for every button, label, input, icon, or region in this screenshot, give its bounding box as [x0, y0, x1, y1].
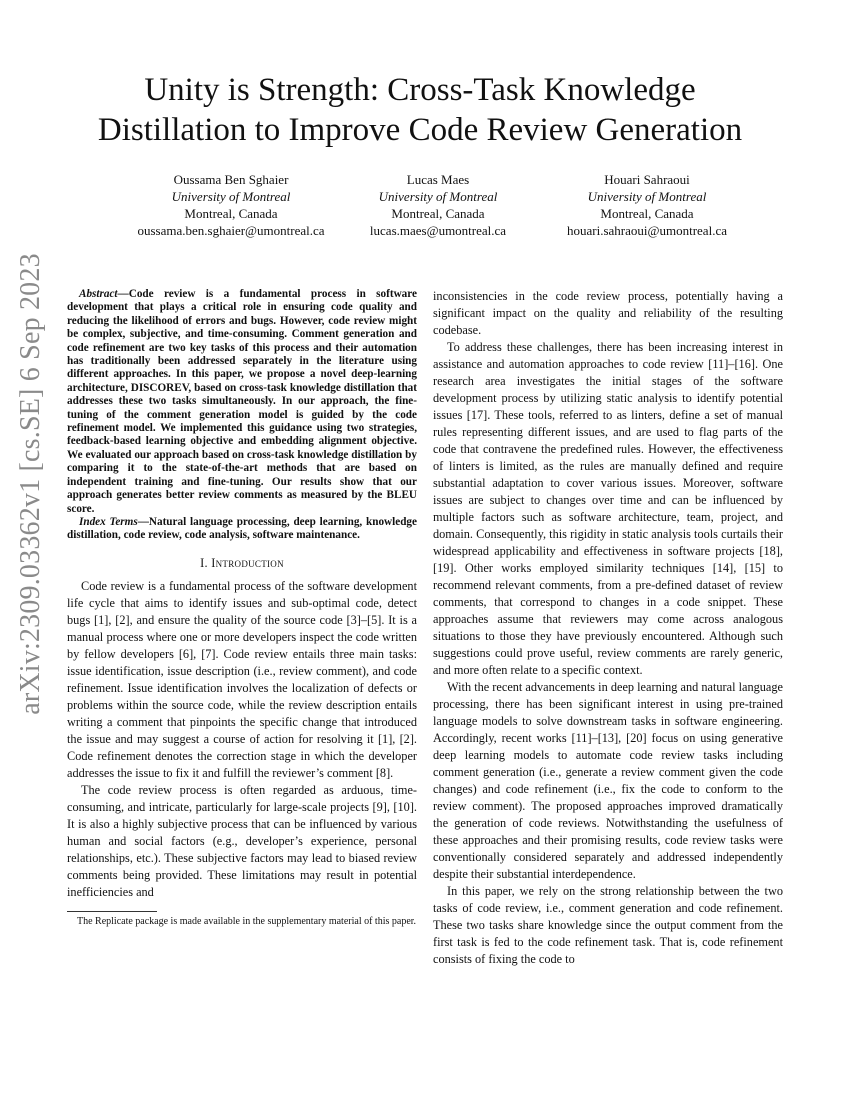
- author-affiliation: University of Montreal: [378, 189, 498, 204]
- footnote: The Replicate package is made available in the supplementary material of this paper.: [77, 915, 417, 927]
- body-paragraph: In this paper, we rely on the strong relationship between the two tasks of code review, i.e., comment generation and code refinement. These two tasks share knowledge since the output comment from the first task is fed to the code refinement task. That is, code refinement consists of fixing the code to: [433, 884, 783, 966]
- author-email: oussama.ben.sghaier@umontreal.ca: [137, 223, 325, 238]
- body-paragraph: With the recent advancements in deep learning and natural language processing, there has been significant interest in using pre-trained language models to solve downstream tasks in software engineering. Accordingly, recent works [11]–[13], [20] focus on using generative deep learning models to automate code review tasks including comment generation (i.e., generate a review comment given the code changes) and code refinement (i.e., fix the code to conform to the review comment). The proposed approaches improved dramatically the generation of code reviews. Notwithstanding the usefulness of these approaches and their promising results, code review tasks were conventionally considered separately and addressed independently despite their substantial interdependence.: [433, 680, 783, 881]
- body-paragraph: Code review is a fundamental process of the software development life cycle that aims to identify issues and sub-optimal code, detect bugs [1], [2], and ensure the quality of the source code [3]–[5]. It is a manual process where one or more developers inspect the code written by fellow developers [6], [7]. Code review entails three main tasks: issue identification, issue description (i.e., review comment), and code refinement. Issue identification involves the localization of defects or problems within the source code, while the review description entails writing a comment that pinpoints the specific change that introduced the issue and may suggest a course of action for resolving it [1], [2]. Code refinement denotes the correction stage in which the developer addresses the issue to fix it and fulfill the reviewer’s comment [8].: [67, 578, 417, 780]
- footnote-divider: [67, 911, 157, 912]
- author-block-2: [318, 171, 558, 239]
- author-email: lucas.maes@umontreal.ca: [369, 223, 507, 238]
- arxiv-identifier-stamp: [6, 253, 56, 715]
- arxiv-identifier: arXiv:2309.03362v1 [cs.SE] 6 Sep 2023: [15, 253, 46, 715]
- body-paragraph: To address these challenges, there has been increasing interest in assistance and automation approaches to code review [11]–[16]. One research area investigates the initial stages of the software development process by utilizing static analysis to identify potential issues [17]. These tools, referred to as linters, define a set of manual rules representing different issues, and are used to flag parts of the code that contravene the predefined rules. However, the effectiveness of linters is limited, as the rules are manually defined and require substantial adaptation to cover various issues. Moreover, software issues are subject to changes over time and can be influenced by multiple factors such as software architecture, team, project, and domain. Consequently, this rigidity in static analysis tools curtails their widespread applicability and effectiveness in software projects [18], [19]. Other works employed similarity techniques [14], [15] to recommend relevant comments, from a pre-defined dataset of review comments, that correspond to changes in a code snippet. These approaches assume that reviewers may come across analogous situations to those they have previously encountered. Although such suggestions could prove useful, review comments are rarely generic, and more often relate to a specific context.: [433, 340, 783, 677]
- body-paragraph: The code review process is often regarded as arduous, time-consuming, and intricate, particularly for large-scale projects [9], [10]. It is also a highly subjective process that can be influenced by various human and social factors (e.g., developer’s experience, personal relationships, etc.). These subjective factors may lead to biased review comments being provided. These limitations may result in potential inefficiencies and: [67, 782, 417, 899]
- author-block-3: [527, 171, 767, 239]
- author-block-1: [111, 171, 351, 239]
- author-location: Montreal, Canada: [184, 206, 278, 221]
- title-line-1: Unity is Strength: Cross-Task Knowledge: [144, 72, 696, 108]
- paper-title: [60, 70, 780, 150]
- right-column: [433, 288, 783, 968]
- abstract-text: —Code review is a fundamental process in software development that plays a critical role in ensuring code quality and reducing the likelihood of errors and bugs. However, code review might be complex, subjective, and time-consuming. Comment generation and code refinement are two key tasks of this process and their automation has traditionally been addressed separately in the literature using different approaches. In this paper, we propose a novel deep-learning architecture, DISCOREV, based on cross-task knowledge distillation that addresses these two tasks simultaneously. In our approach, the fine-tuning of the comment generation model is guided by the code refinement model. We implemented this guidance using two strategies, feedback-based learning objective and embedding alignment objective. We evaluated our approach based on cross-task knowledge distillation by comparing it to the state-of-the-art methods that are based on independent training and fine-tuning. Our results show that our approach generates better review comments as measured by the BLEU score.: [67, 288, 417, 515]
- author-email: houari.sahraoui@umontreal.ca: [567, 223, 727, 238]
- author-affiliation: University of Montreal: [171, 189, 291, 204]
- index-terms: [67, 516, 417, 543]
- title-line-2: Distillation to Improve Code Review Generation: [97, 112, 743, 148]
- left-column: [67, 288, 417, 928]
- index-terms-text: —Natural language processing, deep learning, knowledge distillation, code review, code analysis, software maintenance.: [67, 515, 417, 542]
- body-paragraph-continued: inconsistencies in the code review process, potentially having a significant impact on the quality and reliability of the resulting codebase.: [433, 289, 783, 337]
- author-location: Montreal, Canada: [600, 206, 694, 221]
- section-title: Introduction: [211, 555, 284, 570]
- abstract-label: Abstract: [79, 288, 118, 300]
- section-heading-introduction: [67, 555, 417, 572]
- author-name: Lucas Maes: [406, 172, 470, 187]
- section-number: I.: [200, 555, 212, 570]
- author-name: Oussama Ben Sghaier: [173, 172, 289, 187]
- abstract: [67, 288, 417, 516]
- author-affiliation: University of Montreal: [587, 189, 707, 204]
- index-terms-label: Index Terms: [79, 515, 138, 528]
- author-name: Houari Sahraoui: [604, 172, 690, 187]
- author-location: Montreal, Canada: [391, 206, 485, 221]
